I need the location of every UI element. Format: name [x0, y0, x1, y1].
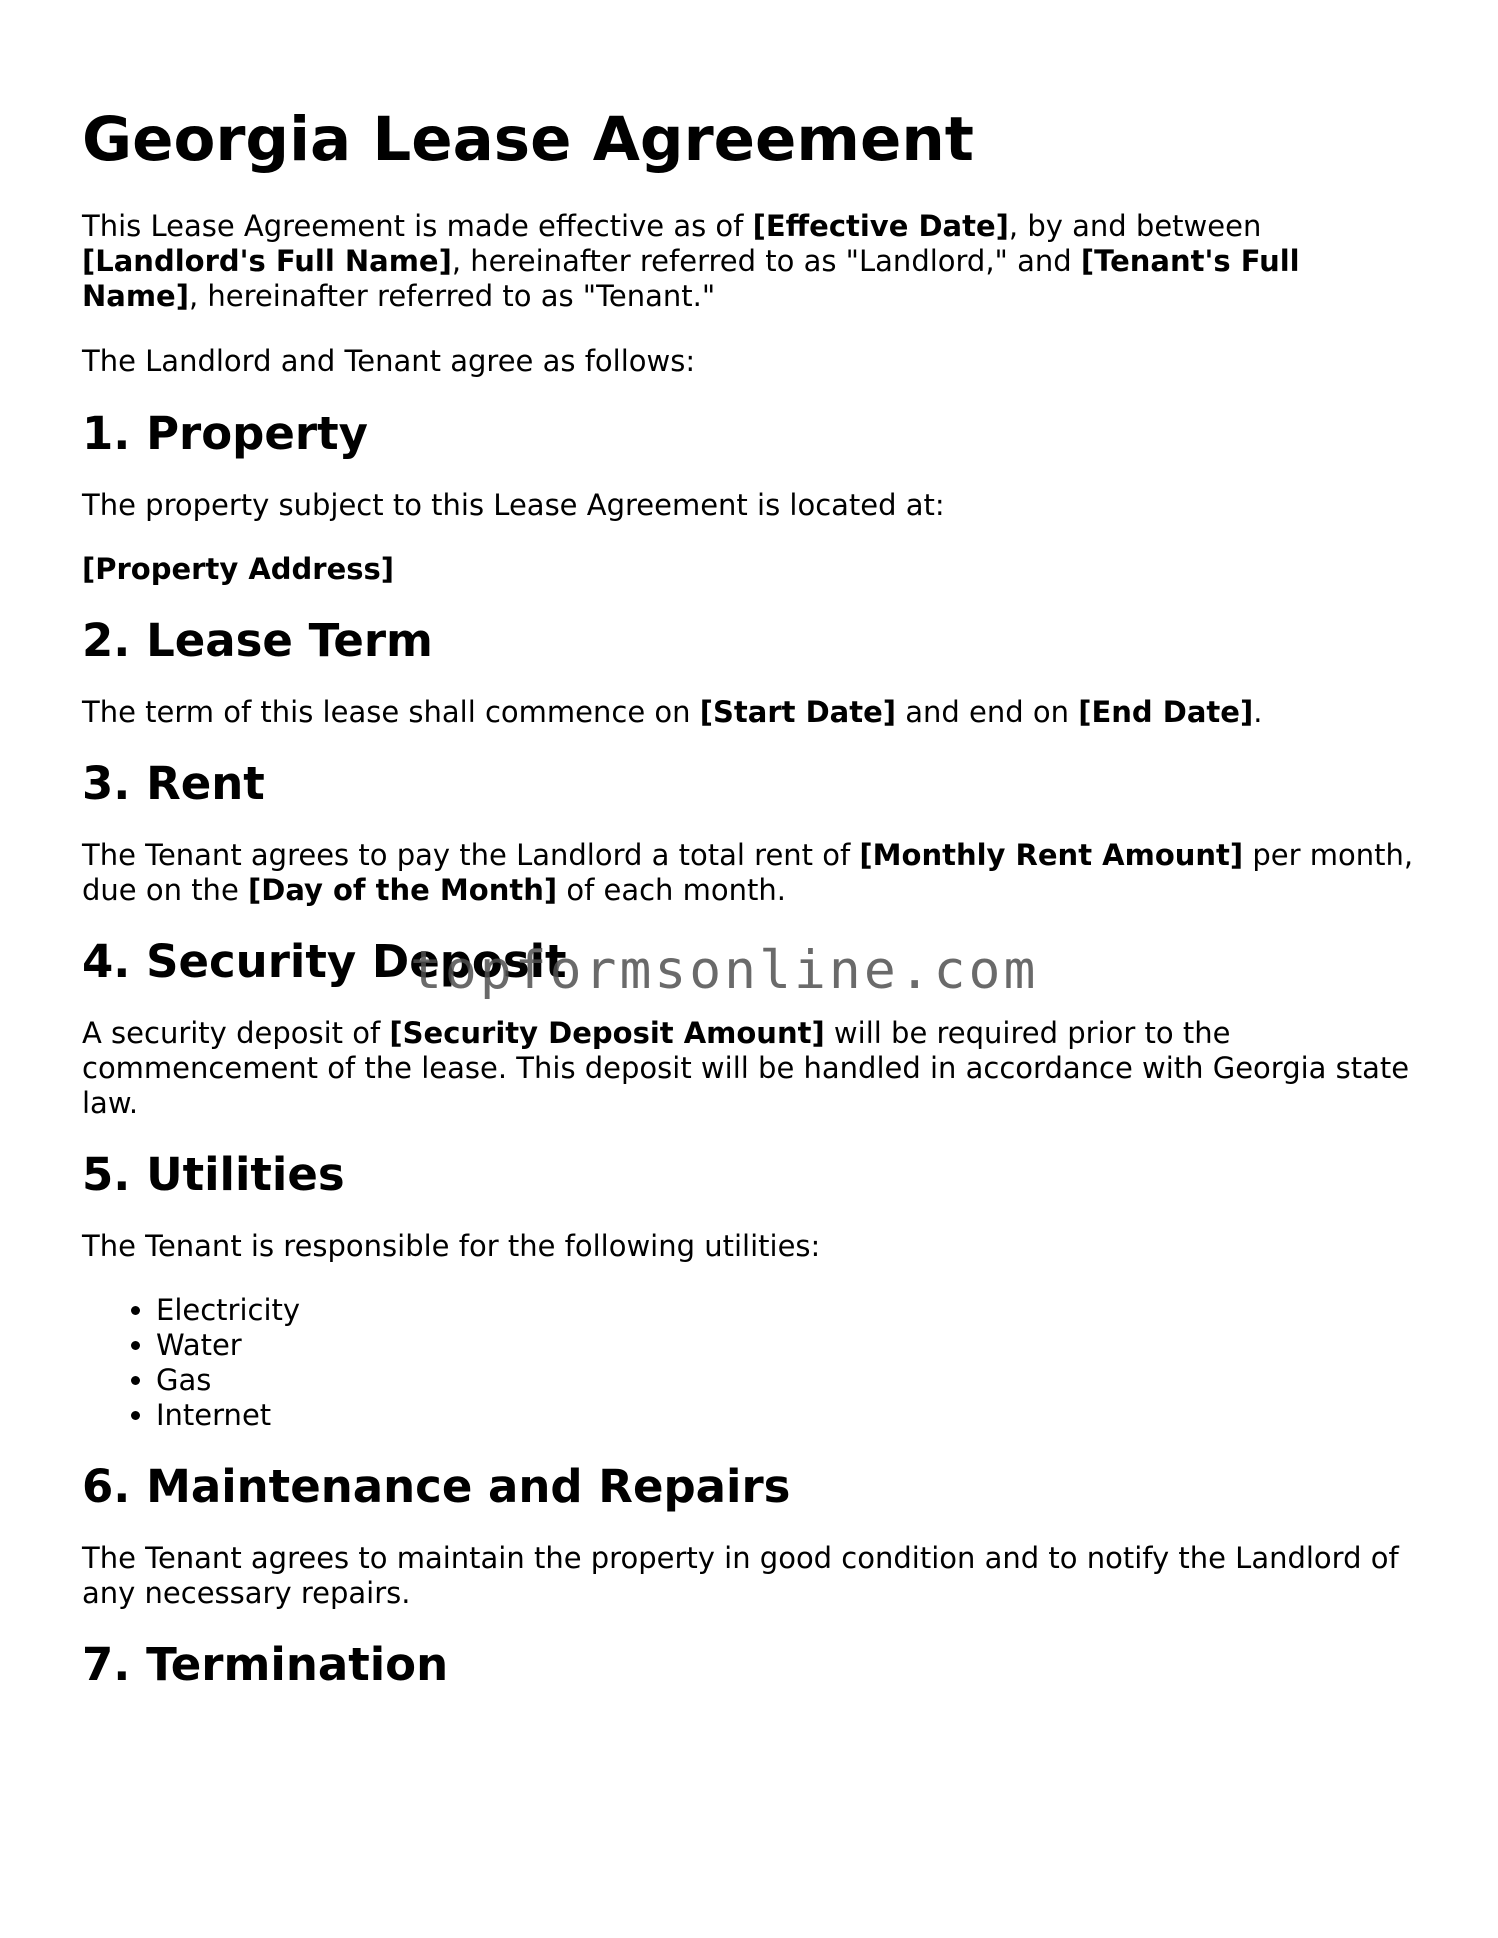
- section-heading-maintenance: 6. Maintenance and Repairs: [82, 1460, 791, 1513]
- rent-text: The Tenant agrees to pay the Landlord a total rent of: [82, 838, 860, 872]
- intro-paragraph: [82, 209, 1422, 314]
- start-date-placeholder: [Start Date]: [699, 695, 897, 729]
- deposit-text: will be required prior to the commencement of the lease. This deposit will be handled in accordance with Georgia state law.: [82, 1016, 1410, 1120]
- utilities-list: [82, 1293, 1422, 1433]
- property-address-placeholder: [82, 552, 1422, 587]
- list-item: • Gas: [156, 1363, 1422, 1398]
- intro-text: , by and between: [1008, 209, 1262, 243]
- agree-line: The Landlord and Tenant agree as follows:: [82, 344, 696, 378]
- watermark: topformsonline.com: [410, 940, 1039, 1001]
- section-heading-utilities: 5. Utilities: [82, 1148, 345, 1201]
- document-page: [82, 0, 1422, 1692]
- rent-day-placeholder: [Day of the Month]: [248, 873, 558, 907]
- section-heading-property: 1. Property: [82, 407, 368, 460]
- maintenance-text: The Tenant agrees to maintain the property in good condition and to notify the Landlord of any necessary repairs.: [82, 1541, 1399, 1610]
- deposit-amount-placeholder: [Security Deposit Amount]: [389, 1016, 825, 1050]
- list-item: • Water: [156, 1328, 1422, 1363]
- list-item: • Electricity: [156, 1293, 1422, 1328]
- property-address: [Property Address]: [82, 552, 395, 586]
- lease-term-text: .: [1253, 695, 1263, 729]
- utilities-text: The Tenant is responsible for the following utilities:: [82, 1229, 821, 1263]
- lease-term-text: and end on: [896, 695, 1079, 729]
- rent-text: of each month.: [557, 873, 786, 907]
- section-heading-lease-term: 2. Lease Term: [82, 614, 433, 667]
- document-title: Georgia Lease Agreement: [82, 104, 974, 175]
- rent-paragraph: [82, 838, 1422, 908]
- end-date-placeholder: [End Date]: [1078, 695, 1254, 729]
- intro-text: , hereinafter referred to as "Tenant.": [188, 279, 716, 313]
- landlord-name-placeholder: [Landlord's Full Name]: [82, 244, 452, 278]
- deposit-text: A security deposit of: [82, 1016, 390, 1050]
- section-heading-termination: 7. Termination: [82, 1638, 449, 1691]
- rent-text: per month, due on the: [82, 838, 1414, 907]
- section-heading-security-deposit: 4. Security Deposit: [82, 935, 567, 988]
- intro-text: , hereinafter referred to as "Landlord," and: [451, 244, 1081, 278]
- rent-amount-placeholder: [Monthly Rent Amount]: [859, 838, 1244, 872]
- section-heading-rent: 3. Rent: [82, 757, 265, 810]
- effective-date-placeholder: [Effective Date]: [752, 209, 1009, 243]
- lease-term-text: The term of this lease shall commence on: [82, 695, 700, 729]
- list-item: • Internet: [156, 1398, 1422, 1433]
- deposit-paragraph: [82, 1016, 1422, 1121]
- property-text: The property subject to this Lease Agreement is located at:: [82, 488, 945, 522]
- intro-text: This Lease Agreement is made effective as of: [82, 209, 753, 243]
- tenant-name-placeholder: [Tenant's Full Name]: [82, 244, 1300, 313]
- lease-term-paragraph: [82, 695, 1422, 730]
